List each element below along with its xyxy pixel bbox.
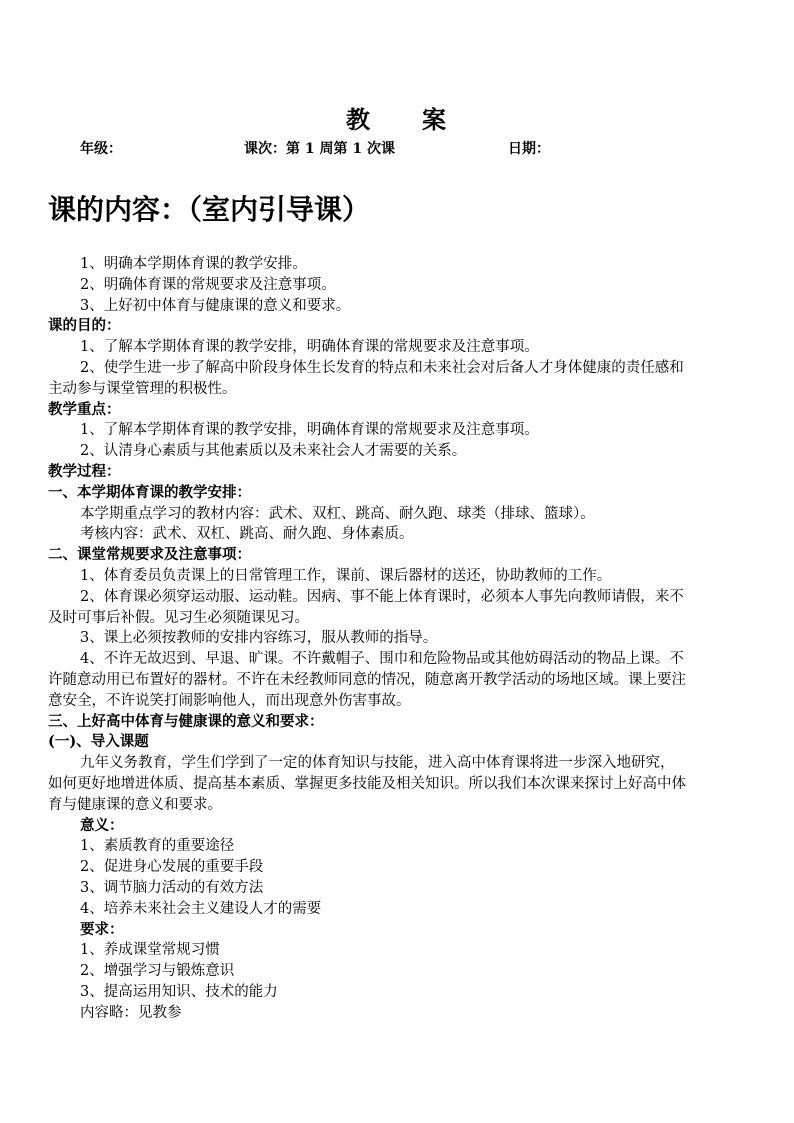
section1-item: 考核内容：武术、双杠、跳高、耐久跑、身体素质。: [80, 526, 414, 543]
title-char-1: 教: [346, 105, 372, 134]
title-char-2: 案: [422, 105, 448, 134]
purpose-item: 2、使学生进一步了解高中阶段身体生长发育的特点和未来社会对后备人才身体健康的责任感和主动参与课堂管理的积极性。: [48, 359, 684, 397]
focus-heading: 教学重点：: [48, 400, 121, 418]
meaning-item: 2、促进身心发展的重要手段: [80, 859, 264, 876]
requirement-heading: 要求：: [80, 920, 124, 938]
focus-item: 2、认清身心素质与其他素质以及未来社会人才需要的关系。: [80, 443, 467, 460]
section2-heading: 二、课堂常规要求及注意事项：: [48, 546, 251, 564]
meaning-item: 1、素质教育的重要途径: [80, 838, 235, 855]
section3-heading: 三、上好高中体育与健康课的意义和要求：: [48, 712, 324, 730]
requirement-item: 3、提高运用知识、技术的能力: [80, 983, 278, 1000]
purpose-heading: 课的目的：: [48, 317, 121, 335]
section1-heading: 一、本学期体育课的教学安排：: [48, 483, 251, 501]
meaning-item: 3、调节脑力活动的有效方法: [80, 879, 264, 896]
purpose-item: 1、了解本学期体育课的教学安排，明确体育课的常规要求及注意事项。: [80, 339, 539, 356]
focus-item: 1、了解本学期体育课的教学安排，明确体育课的常规要求及注意事项。: [80, 422, 539, 439]
section2-item: 3、课上必须按教师的安排内容练习，服从教师的指导。: [80, 630, 438, 647]
section2-item: 1、体育委员负责课上的日常管理工作，课前、课后器材的送还，协助教师的工作。: [80, 567, 612, 584]
content-heading: 课的内容：（室内引导课）: [48, 193, 371, 226]
content-note: 内容略：见教参: [80, 1004, 182, 1021]
document-body: [48, 254, 688, 1023]
requirement-item: 1、养成课堂常规习惯: [80, 942, 220, 959]
section3-sub-heading: (一)、导入课题: [48, 733, 149, 751]
document-title: [0, 100, 794, 135]
meaning-item: 4、培养未来社会主义建设人才的需要: [80, 900, 322, 917]
meaning-heading: 意义：: [80, 816, 124, 834]
content-item: 1、明确本学期体育课的教学安排。: [80, 256, 307, 272]
content-item: 2、明确体育课的常规要求及注意事项。: [80, 276, 336, 293]
lesson-label: 课次：第 1 周第 1 次课: [244, 141, 395, 157]
process-heading: 教学过程：: [48, 462, 121, 480]
section2-item: 2、体育课必须穿运动服、运动鞋。因病、事不能上体育课时，必须本人事先向教师请假，来不及时可事后补假。见习生必须随课见习。: [48, 588, 684, 626]
section1-item: 本学期重点学习的教材内容：武术、双杠、跳高、耐久跑、球类（排球、篮球）。: [80, 505, 595, 522]
meta-row: [0, 138, 794, 160]
date-label: 日期：: [508, 141, 550, 157]
grade-label: 年级：: [80, 141, 122, 157]
content-item: 3、上好初中体育与健康课的意义和要求。: [80, 297, 351, 314]
section3-intro: 九年义务教育，学生们学到了一定的体育知识与技能，进入高中体育课将进一步深入地研究，如何更好地增进体质、提高基本素质、掌握更多技能及相关知识。所以我们本次课来探讨上好高中体育与健康课的意义和要求。: [48, 755, 686, 813]
requirement-item: 2、增强学习与锻炼意识: [80, 963, 235, 980]
section2-item: 4、不许无故迟到、早退、旷课。不许戴帽子、围巾和危险物品或其他妨碍活动的物品上课。不许随意动用已布置好的器材。不许在未经教师同意的情况，随意离开教学活动的场地区域。课上要注意安全，不许说笑打闹影响他人，而出现意外伤害事故。: [48, 651, 686, 709]
